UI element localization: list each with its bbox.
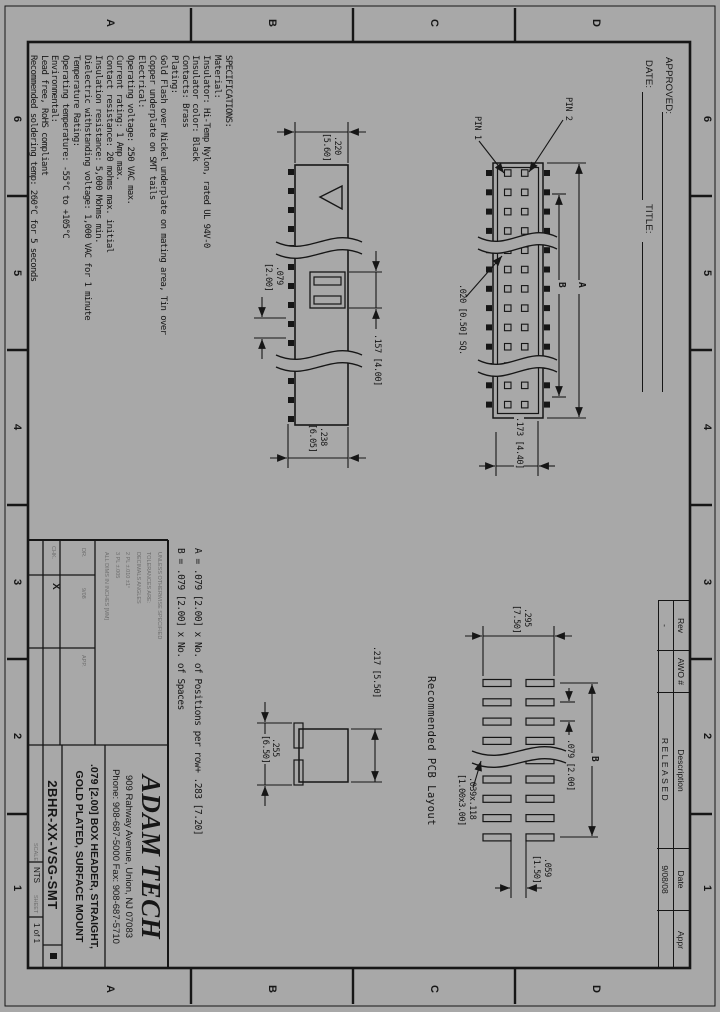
- smt-foot: [288, 188, 294, 194]
- smt-tail: [544, 286, 550, 292]
- zone-col-bottom: 5: [11, 270, 23, 277]
- smt-tail: [544, 402, 550, 408]
- note-a: A = .079 [2.00] x No. of Positions per row+ .283 [7.20]: [192, 548, 203, 836]
- smt-tail: [486, 382, 492, 388]
- smt-foot: [288, 340, 294, 346]
- pin-square: [505, 305, 512, 312]
- note-b: B = .079 [2.00] x No. of Spaces: [175, 548, 186, 710]
- dim-pcb-b: B: [589, 756, 600, 762]
- smt-tail: [544, 382, 550, 388]
- spec-line: Gold Flash over Nickel underplate on mating area, Tin over: [157, 55, 168, 335]
- spec-line: Plating:: [168, 55, 179, 94]
- smt-foot: [288, 397, 294, 403]
- pcb-pad: [526, 680, 554, 687]
- zone-col-top: 1: [701, 885, 713, 892]
- zone-col-top: 5: [701, 270, 713, 277]
- spec-line: SPECIFICATIONS:: [223, 55, 233, 128]
- pin-square: [505, 266, 512, 273]
- zone-row-left: A: [104, 19, 116, 27]
- spec-line: Current rating: 1 Amp max.: [114, 55, 125, 181]
- smt-tail: [544, 209, 550, 215]
- spec-line: Operating temperature: -55°C to +105°C: [60, 55, 71, 239]
- zone-row-left: B: [266, 19, 278, 27]
- zone-row-right: C: [428, 985, 440, 993]
- pin-size-callout: .020 [0.50] SQ.: [457, 284, 467, 355]
- tolerance-line: 3 PL ±.005: [114, 552, 120, 579]
- smt-tail: [486, 324, 492, 330]
- pcb-pad: [483, 699, 511, 706]
- pcb-pad: [483, 815, 511, 822]
- zone-col-top: 4: [701, 424, 713, 431]
- zone-row-right: D: [590, 985, 602, 993]
- dim-pcb-pad-mm: [1.00x3.00]: [456, 774, 466, 826]
- smt-foot: [288, 416, 294, 422]
- dim-pcb-gap: .059: [542, 858, 552, 877]
- break-band: [478, 356, 557, 377]
- dim-end-overall: .255: [270, 738, 280, 757]
- rev-value: -: [657, 601, 673, 651]
- zone-row-right: A: [104, 985, 116, 993]
- dim-pcb-span: .295: [522, 608, 532, 627]
- smt-foot: [288, 226, 294, 232]
- spec-line: Dielectric withstanding voltage: 1,000 VAC for 1 minute: [81, 55, 92, 321]
- pin-square: [505, 189, 512, 196]
- part-number: 2BHR-XX-VSG-SMT: [45, 780, 60, 910]
- zone-col-bottom: 3: [11, 579, 23, 586]
- scale-value: NTS: [32, 867, 41, 883]
- tolerance-line: DECIMALS ANGLES: [135, 552, 141, 604]
- smt-tail: [486, 402, 492, 408]
- smt-foot: [288, 169, 294, 175]
- dim-front-width-mm: [5.60]: [321, 133, 331, 162]
- approved-label: APPROVED:: [663, 57, 674, 115]
- smt-foot: [288, 378, 294, 384]
- pin-square: [522, 228, 529, 235]
- zone-row-left: D: [590, 19, 602, 27]
- date-col-header: Date: [673, 849, 689, 911]
- company-logo: ADAM TECH: [136, 774, 166, 940]
- pin-square: [505, 344, 512, 351]
- smt-tail: [486, 228, 492, 234]
- front-view: [295, 165, 348, 425]
- pin-square: [522, 344, 529, 351]
- zone-col-top: 3: [701, 579, 713, 586]
- smt-tail: [486, 209, 492, 215]
- smt-tail: [544, 344, 550, 350]
- spec-line: Lead free, RoHS compliant: [38, 55, 49, 176]
- tolerance-line: UNLESS OTHERWISE SPECIFIED: [156, 552, 162, 640]
- zone-col-bottom: 4: [11, 424, 23, 431]
- title-block-cell-note: DR.: [80, 548, 86, 558]
- smt-tail: [544, 170, 550, 176]
- pcb-pad: [483, 680, 511, 687]
- pcb-pad: [526, 815, 554, 822]
- smt-foot: [288, 321, 294, 327]
- awo-value: [657, 651, 673, 693]
- dim-front-height: .238: [318, 427, 328, 446]
- appr-col-header: Appr: [673, 911, 689, 969]
- drawing-title-line1: .079 [2.00] BOX HEADER, STRAIGHT,: [88, 764, 100, 949]
- title-block-cell-note: 9/08: [80, 588, 86, 599]
- spec-line: Electrical:: [136, 55, 147, 109]
- smt-foot: [288, 264, 294, 270]
- tolerance-line: TOLERANCES ARE:: [145, 552, 152, 604]
- smt-tail: [486, 189, 492, 195]
- zone-col-bottom: 1: [11, 885, 23, 892]
- pcb-pad: [526, 776, 554, 783]
- dim-front-pitch-mm: [2.00]: [263, 263, 273, 292]
- pin-square: [505, 228, 512, 235]
- spec-line: Contacts: Brass: [179, 55, 190, 128]
- pcb-pad: [483, 776, 511, 783]
- spec-line: Insulation resistance: 5,000 Mohms min.: [92, 55, 103, 243]
- rev-col-header: Rev: [673, 601, 689, 651]
- pin-square: [522, 324, 529, 331]
- dim-front-slot: .157 [4.00]: [372, 334, 382, 386]
- break-band: [276, 238, 362, 259]
- pin-square: [505, 324, 512, 331]
- pcb-pad: [526, 795, 554, 802]
- smt-tail: [544, 189, 550, 195]
- pin-square: [522, 208, 529, 215]
- end-view: [294, 723, 348, 785]
- title-label: TITLE:: [643, 204, 654, 234]
- smt-tail: [486, 286, 492, 292]
- smt-tail: [544, 247, 550, 253]
- dim-b-label: B: [556, 282, 567, 288]
- sheet-label: SHEET: [32, 895, 38, 914]
- smt-foot: [288, 302, 294, 308]
- pin-square: [522, 382, 529, 389]
- revision-table: [658, 600, 690, 968]
- pin-square: [505, 208, 512, 215]
- scale-label: SCALE: [32, 843, 38, 862]
- pcb-layout-title: Recommended PCB Layout: [425, 676, 437, 827]
- desc-col-header: Description: [673, 693, 689, 849]
- tolerance-line: ALL DIMS IN INCHES [MM]: [103, 552, 110, 620]
- company-phone: Phone: 908-687-5000 Fax: 908-687-5710: [110, 769, 121, 944]
- spec-line: Copper underplate on SMT tails: [147, 55, 158, 200]
- pcb-pad: [526, 718, 554, 725]
- pin-square: [522, 189, 529, 196]
- tolerance-line: 2 PL ±.010 ±1°: [124, 552, 131, 589]
- polarity-triangle-icon: [320, 186, 342, 209]
- zone-col-top: 6: [701, 116, 713, 123]
- company-address: 909 Rahway Avenue, Union, NJ 07083: [123, 774, 134, 939]
- dim-pcb-pitch: .079 [2.00]: [565, 739, 575, 791]
- title-line: [642, 242, 643, 392]
- pcb-pad: [483, 795, 511, 802]
- dim-end-overall-mm: [6.50]: [260, 735, 270, 764]
- dim-pcb-gap-mm: [1.50]: [531, 855, 541, 884]
- check-mark: X: [50, 583, 61, 590]
- spec-line: Contact resistance: 20 mohms max. initial: [103, 55, 114, 253]
- pin-square: [522, 266, 529, 273]
- zone-col-top: 2: [701, 733, 713, 740]
- dim-tail: .173 [4.40]: [514, 417, 524, 469]
- spec-line: Insulator: Hi-Temp Nylon, rated UL 94V-0: [201, 55, 212, 248]
- pcb-pad: [526, 834, 554, 841]
- appr-value: [657, 911, 673, 969]
- spec-line: Material:: [212, 55, 223, 99]
- date-label: DATE:: [643, 60, 654, 89]
- zone-row-right: B: [266, 985, 278, 993]
- dim-front-width: .220: [332, 136, 342, 155]
- zone-col-bottom: 6: [11, 116, 23, 123]
- spec-line: Recommended soldering temp: 260°C for 5 seconds: [27, 55, 38, 282]
- smt-tail: [544, 267, 550, 273]
- pcb-pad: [483, 834, 511, 841]
- pin-square: [522, 286, 529, 293]
- top-view: [493, 163, 543, 418]
- dim-a-label: A: [576, 282, 587, 288]
- awo-col-header: AWO #: [673, 651, 689, 693]
- spec-line: Temperature Rating:: [71, 55, 82, 147]
- generated-geometry: [276, 169, 566, 841]
- smt-tail: [544, 324, 550, 330]
- pin1-label: PIN 1: [472, 116, 482, 140]
- pin-square: [505, 382, 512, 389]
- smt-tail: [544, 305, 550, 311]
- spec-line: Insulator color: Black: [190, 55, 201, 162]
- drawing-title-line2: GOLD PLATED, SURFACE MOUNT: [73, 770, 85, 943]
- dim-pcb-span-mm: [7.50]: [511, 605, 521, 634]
- rev-mark: [50, 953, 57, 959]
- zone-col-bottom: 2: [11, 733, 23, 740]
- dim-pcb-pad: .039x.118: [467, 777, 477, 820]
- pcb-pad: [526, 737, 554, 744]
- pin-square: [505, 401, 512, 408]
- pin-square: [505, 170, 512, 177]
- break-band: [276, 351, 362, 372]
- date-value: 9/08/08: [657, 849, 673, 911]
- pin-square: [522, 305, 529, 312]
- title-block-cell-note: APP.: [80, 655, 86, 667]
- pcb-pad: [483, 737, 511, 744]
- smt-foot: [288, 283, 294, 289]
- pin2-label: PIN 2: [563, 97, 573, 121]
- sheet-value: 1 of 1: [32, 923, 41, 944]
- approved-line: [662, 112, 663, 392]
- smt-tail: [486, 305, 492, 311]
- spec-line: Operating voltage: 250 VAC max.: [125, 55, 136, 205]
- zone-row-left: C: [428, 19, 440, 27]
- date-line: [642, 92, 643, 200]
- smt-tail: [486, 170, 492, 176]
- pcb-pad: [483, 718, 511, 725]
- smt-foot: [288, 207, 294, 213]
- desc-value: RELEASED: [657, 693, 673, 849]
- dim-end-body: .217 [5.50]: [371, 646, 381, 698]
- spec-line: Environmental:: [49, 55, 60, 123]
- pin-square: [522, 401, 529, 408]
- smt-tail: [486, 344, 492, 350]
- pin-square: [505, 286, 512, 293]
- dim-front-height-mm: [6.05]: [307, 424, 317, 453]
- pin-square: [522, 170, 529, 177]
- pcb-pad: [526, 699, 554, 706]
- dim-front-pitch: .079: [274, 266, 284, 285]
- title-block-cell-note: CHK.: [50, 546, 56, 560]
